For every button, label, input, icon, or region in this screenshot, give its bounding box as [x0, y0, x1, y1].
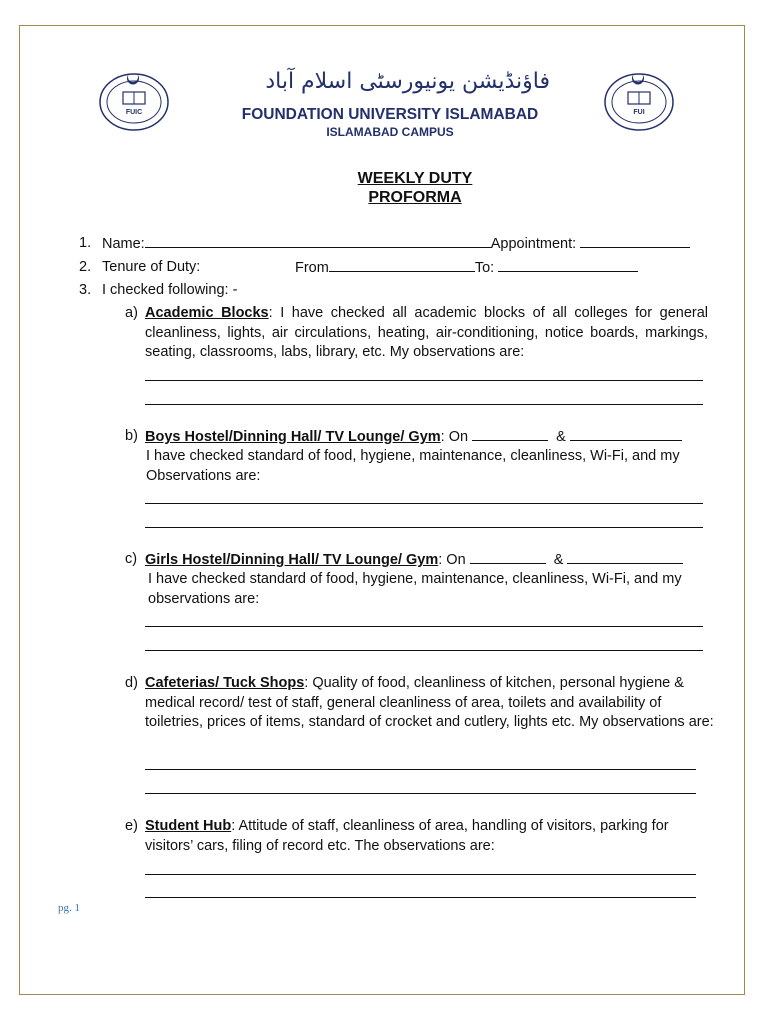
section-e-text — [145, 817, 693, 856]
to-label: To: — [474, 260, 495, 276]
name-row — [102, 235, 690, 252]
section-e-heading: Student Hub — [145, 818, 232, 834]
section-c-letter: c) — [125, 551, 138, 567]
campus-name: ISLAMABAD CAMPUS — [326, 125, 454, 139]
page-number: pg. 1 — [58, 902, 80, 914]
section-c-ampersand: & — [553, 552, 564, 568]
section-b-letter: b) — [125, 428, 138, 444]
tenure-label: Tenure of Duty: — [102, 259, 201, 275]
section-b-date-1-field[interactable] — [472, 428, 548, 441]
section-d-answer-line-2[interactable] — [145, 793, 696, 794]
section-c-heading: Girls Hostel/Dinning Hall/ TV Lounge/ Gym — [145, 552, 439, 568]
section-c-heading-row — [145, 551, 683, 568]
section-a-text — [145, 304, 708, 363]
university-seal-left-icon — [96, 68, 172, 132]
to-date-field[interactable] — [498, 259, 638, 272]
item-1-number: 1. — [79, 235, 92, 251]
section-d-letter: d) — [125, 675, 138, 691]
from-label: From — [295, 260, 329, 276]
section-c-answer-line-2[interactable] — [145, 650, 703, 651]
section-b-heading: Boys Hostel/Dinning Hall/ TV Lounge/ Gym — [145, 429, 441, 445]
appointment-label: Appointment: — [490, 236, 577, 252]
section-b-answer-line-1[interactable] — [145, 503, 703, 504]
section-c-date-2-field[interactable] — [567, 551, 683, 564]
checked-following-label: I checked following: - — [102, 282, 238, 298]
section-d-body: : Quality of food, cleanliness of kitchen, personal hygiene & medical record/ test of staff, general cleanliness of area, toilets and availability of toiletries, prices of items, standard of crocket and cutlery, lights etc. My observations are: — [145, 675, 714, 730]
section-a-answer-line-2[interactable] — [145, 404, 703, 405]
section-a-body: : I have checked all academic blocks of all colleges for general cleanliness, lights, air circulations, heating, air-conditioning, notice boards, markings, seating, classrooms, labs, library, etc. My observations are: — [145, 305, 709, 360]
tenure-row — [295, 259, 638, 276]
from-date-field[interactable] — [329, 259, 475, 272]
seal-left-text: FUIC — [125, 109, 143, 116]
section-e-answer-line-2[interactable] — [145, 897, 696, 898]
section-c-answer-line-1[interactable] — [145, 626, 703, 627]
name-label: Name: — [102, 236, 145, 252]
section-b-date-2-field[interactable] — [570, 428, 682, 441]
section-a-answer-line-1[interactable] — [145, 380, 703, 381]
section-e-body: : Attitude of staff, cleanliness of area, handling of visitors, parking for visitors’ cars, filing of record etc. The observations are: — [145, 818, 669, 854]
seal-right-text: FUI — [633, 109, 645, 116]
title-line-2: PROFORMA — [368, 189, 462, 206]
university-name: FOUNDATION UNIVERSITY ISLAMABAD — [241, 106, 539, 123]
section-a-heading: Academic Blocks — [145, 305, 269, 321]
appointment-field[interactable] — [580, 235, 690, 248]
section-a-letter: a) — [125, 305, 138, 321]
section-d-text — [145, 674, 715, 733]
urdu-university-name: فاؤنڈیشن یونیورسٹی اسلام آباد — [265, 69, 550, 94]
section-b-heading-row — [145, 428, 682, 445]
section-b-answer-line-2[interactable] — [145, 527, 703, 528]
section-b-on-label: : On — [440, 429, 469, 445]
university-seal-right-icon — [601, 68, 677, 132]
item-3-number: 3. — [79, 282, 92, 298]
section-c-date-1-field[interactable] — [470, 551, 546, 564]
section-c-on-label: : On — [438, 552, 466, 568]
section-b-ampersand: & — [556, 429, 566, 445]
item-2-number: 2. — [79, 259, 92, 275]
name-field[interactable] — [145, 235, 491, 248]
section-e-letter: e) — [125, 818, 138, 834]
section-d-heading: Cafeterias/ Tuck Shops — [145, 675, 305, 691]
section-e-answer-line-1[interactable] — [145, 874, 696, 875]
section-d-answer-line-1[interactable] — [145, 769, 696, 770]
section-c-body: I have checked standard of food, hygiene, maintenance, cleanliness, Wi-Fi, and my observations are: — [148, 571, 682, 607]
section-b-body: I have checked standard of food, hygiene, maintenance, cleanliness, Wi-Fi, and my Observations are: — [146, 448, 680, 484]
title-line-1: WEEKLY DUTY — [357, 170, 473, 187]
